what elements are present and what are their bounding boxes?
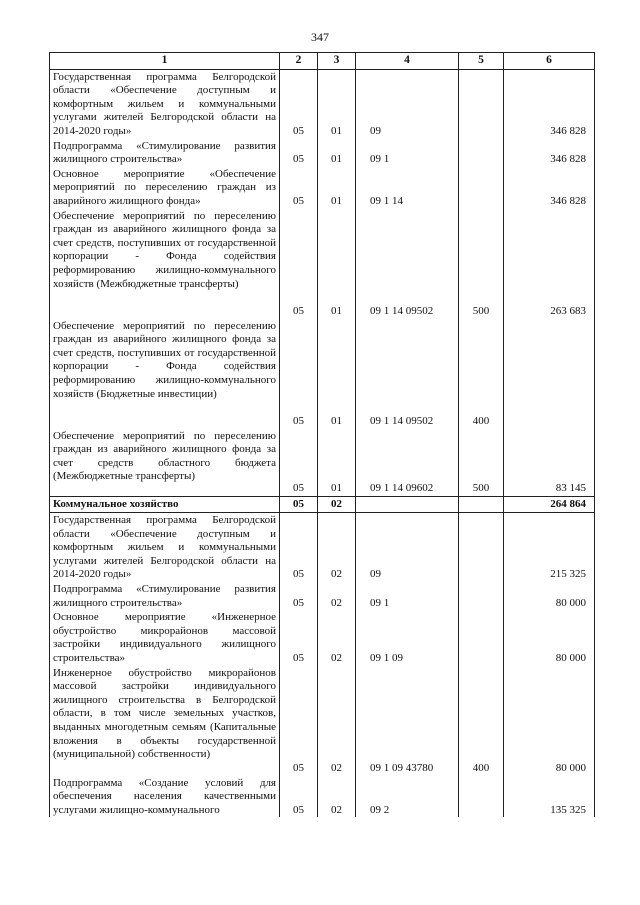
row-target-article: 09 [356, 513, 459, 582]
row-subsection-code: 02 [318, 497, 356, 513]
row-expense-type [459, 776, 504, 818]
row-subsection-code: 02 [318, 610, 356, 665]
row-target-article: 09 1 [356, 582, 459, 610]
header-col-2: 2 [280, 53, 318, 70]
row-expense-type: 500 [459, 429, 504, 497]
header-row [50, 53, 595, 70]
table-row [50, 666, 595, 776]
row-amount: 135 325 [504, 776, 595, 818]
row-amount: 80 000 [504, 582, 595, 610]
row-target-article: 09 1 09 43780 [356, 666, 459, 776]
row-section-code: 05 [280, 209, 318, 319]
row-section-code: 05 [280, 610, 318, 665]
row-amount: 215 325 [504, 513, 595, 582]
row-name: Подпрограмма «Стимулирование развития жилищного строительства» [50, 582, 280, 610]
row-expense-type: 500 [459, 209, 504, 319]
row-section-code: 05 [280, 582, 318, 610]
table-row [50, 69, 595, 138]
row-target-article: 09 1 14 09502 [356, 319, 459, 429]
row-target-article: 09 1 14 09602 [356, 429, 459, 497]
row-section-code: 05 [280, 666, 318, 776]
row-section-code: 05 [280, 497, 318, 513]
row-name: Обеспечение мероприятий по переселению граждан из аварийного жилищного фонда за счет средств, поступивших от государственной корпорации - Фонда содействия реформированию жилищно-коммунального хозяйств (Бюджетные инвестиции) [50, 319, 280, 429]
row-name: Подпрограмма «Создание условий для обеспечения населения качественными услугами жилищно-коммунального [50, 776, 280, 818]
row-expense-type [459, 69, 504, 138]
row-expense-type [459, 582, 504, 610]
row-section-code: 05 [280, 167, 318, 209]
table-row [50, 209, 595, 319]
row-expense-type: 400 [459, 666, 504, 776]
page-number: 347 [311, 30, 329, 44]
table-row [50, 513, 595, 582]
header-col-1: 1 [50, 53, 280, 70]
row-expense-type: 400 [459, 319, 504, 429]
row-expense-type [459, 610, 504, 665]
row-section-code: 05 [280, 513, 318, 582]
row-name: Инженерное обустройство микрорайонов массовой застройки индивидуального жилищного строительства в Белгородской области, в том числе земельных участков, выданных многодетным семьям (Капитальные вложения в объекты государственной (муниципальной) собственности) [50, 666, 280, 776]
row-amount: 263 683 [504, 209, 595, 319]
row-amount: 80 000 [504, 610, 595, 665]
row-amount: 346 828 [504, 139, 595, 167]
table-row [50, 610, 595, 665]
row-subsection-code: 01 [318, 319, 356, 429]
table-row [50, 319, 595, 429]
row-subsection-code: 02 [318, 666, 356, 776]
row-expense-type [459, 497, 504, 513]
row-target-article [356, 497, 459, 513]
row-amount [504, 319, 595, 429]
row-subsection-code: 01 [318, 69, 356, 138]
row-subsection-code: 01 [318, 209, 356, 319]
table-row [50, 139, 595, 167]
header-col-4: 4 [356, 53, 459, 70]
row-amount: 346 828 [504, 69, 595, 138]
row-subsection-code: 01 [318, 139, 356, 167]
table-row [50, 497, 595, 513]
row-expense-type [459, 167, 504, 209]
row-subsection-code: 02 [318, 513, 356, 582]
header-col-3: 3 [318, 53, 356, 70]
row-amount: 83 145 [504, 429, 595, 497]
table-row [50, 776, 595, 818]
row-subsection-code: 02 [318, 776, 356, 818]
row-subsection-code: 02 [318, 582, 356, 610]
row-name: Подпрограмма «Стимулирование развития жилищного строительства» [50, 139, 280, 167]
header-col-5: 5 [459, 53, 504, 70]
row-amount: 80 000 [504, 666, 595, 776]
row-section-code: 05 [280, 69, 318, 138]
table-row [50, 167, 595, 209]
row-name: Обеспечение мероприятий по переселению граждан из аварийного жилищного фонда за счет средств областного бюджета (Межбюджетные трансферты) [50, 429, 280, 497]
row-name: Коммунальное хозяйство [50, 497, 280, 513]
row-target-article: 09 2 [356, 776, 459, 818]
row-section-code: 05 [280, 139, 318, 167]
row-target-article: 09 1 14 [356, 167, 459, 209]
row-target-article: 09 [356, 69, 459, 138]
row-section-code: 05 [280, 319, 318, 429]
row-subsection-code: 01 [318, 429, 356, 497]
row-target-article: 09 1 [356, 139, 459, 167]
row-target-article: 09 1 09 [356, 610, 459, 665]
row-name: Основное мероприятие «Обеспечение мероприятий по переселению граждан из аварийного жилищного фонда» [50, 167, 280, 209]
row-amount: 346 828 [504, 167, 595, 209]
row-target-article: 09 1 14 09502 [356, 209, 459, 319]
table-row [50, 429, 595, 497]
row-expense-type [459, 139, 504, 167]
row-name: Основное мероприятие «Инженерное обустройство микрорайонов массовой застройки индивидуального жилищного строительства» [50, 610, 280, 665]
row-amount: 264 864 [504, 497, 595, 513]
row-name: Государственная программа Белгородской области «Обеспечение доступным и комфортным жильем и коммунальными услугами жителей Белгородской области на 2014-2020 годы» [50, 69, 280, 138]
table-row [50, 582, 595, 610]
row-subsection-code: 01 [318, 167, 356, 209]
header-col-6: 6 [504, 53, 595, 70]
budget-table [49, 52, 595, 817]
row-name: Государственная программа Белгородской области «Обеспечение доступным и комфортным жильем и коммунальными услугами жителей Белгородской области на 2014-2020 годы» [50, 513, 280, 582]
row-section-code: 05 [280, 776, 318, 818]
row-section-code: 05 [280, 429, 318, 497]
row-name: Обеспечение мероприятий по переселению граждан из аварийного жилищного фонда за счет средств, поступивших от государственной корпорации - Фонда содействия реформированию жилищно-коммунального хозяйств (Межбюджетные трансферты) [50, 209, 280, 319]
row-expense-type [459, 513, 504, 582]
